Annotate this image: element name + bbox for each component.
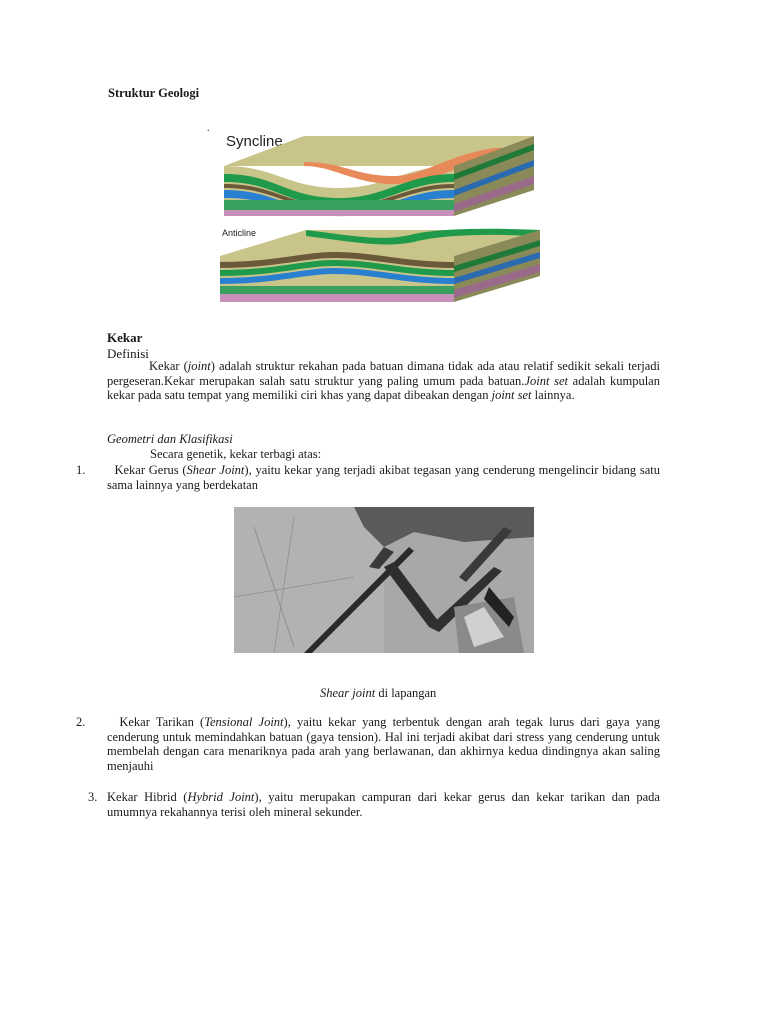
list-item-tensional-joint: Kekar Tarikan (Tensional Joint), yaitu kekar yang terbentuk dengan arah tegak lurus dari gaya yang cenderung untuk memindahkan batuan (gaya tension). Hal ini terjadi akibat dari stress yang cenderung untuk membelah dengan cara menariknya pada arah yang berlawanan, dan akhirnya kedua dindingnya akan saling menjauhi <box>107 715 661 773</box>
genetic-intro: Secara genetik, kekar terbagi atas: <box>150 447 322 461</box>
list-item-hybrid-joint: Kekar Hibrid (Hybrid Joint), yaitu merupakan campuran dari kekar gerus dan kekar tarikan dan pada umumnya rekahannya terisi oleh mineral sekunder. <box>107 790 660 819</box>
anticline-block <box>220 229 540 302</box>
photo-caption: Shear joint di lapangan <box>320 686 437 700</box>
stray-dot: . <box>207 123 210 134</box>
list-number-1: 1. <box>76 463 86 477</box>
syncline-label: Syncline <box>226 133 283 150</box>
list-number-3: 3. <box>88 790 98 804</box>
definition-paragraph: Kekar (joint) adalah struktur rekahan pada batuan dimana tidak ada atau relatif sedikit sekali terjadi pergeseran.Kekar merupakan salah satu struktur yang paling umum pada batuan.Joint set adalah kumpulan kekar pada satu tempat yang memiliki ciri khas yang dapat dibeakan dengan joint set lainnya. <box>107 359 660 402</box>
subheading-definisi: Definisi <box>107 346 149 361</box>
document-title: Struktur Geologi <box>108 86 200 100</box>
geometry-heading: Geometri dan Klasifikasi <box>107 432 233 446</box>
anticline-label: Anticline <box>222 228 257 238</box>
section-heading-kekar: Kekar <box>107 330 143 345</box>
list-number-2: 2. <box>76 715 86 729</box>
list-item-shear-joint: Kekar Gerus (Shear Joint), yaitu kekar yang terjadi akibat tegasan yang cenderung mengelincir bidang satu sama lainnya yang berdekatan <box>107 463 661 492</box>
syncline-anticline-figure <box>214 126 560 302</box>
shear-joint-photo <box>234 507 534 653</box>
